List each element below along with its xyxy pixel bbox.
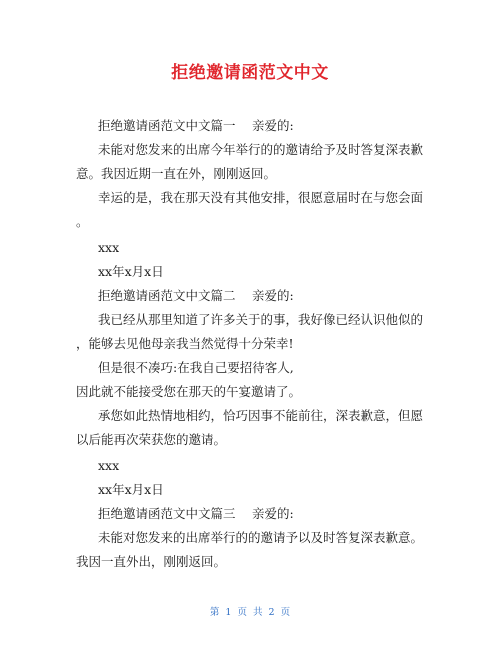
text-line: 拒绝邀请函范文中文篇三 亲爱的: <box>98 506 294 521</box>
text-line: 但是很不凑巧:在我自己要招待客人, <box>98 360 294 375</box>
page-indicator: 第 1 页 共 2 页 <box>209 607 291 618</box>
text-line: 我因一直外出，刚刚返回。 <box>76 554 227 569</box>
text-line: ，能够去见他母亲我当然觉得十分荣幸! <box>76 336 294 351</box>
text-line: 幸运的是，我在那天没有其他安排，很愿意届时在与您会面 <box>98 190 424 205</box>
text-line: 承您如此热情地相约，恰巧因事不能前往，深表歉意，但愿 <box>98 408 424 423</box>
signature-date: xx年x月x日 <box>98 482 164 497</box>
text-line: 因此就不能接受您在那天的午宴邀请了。 <box>76 384 302 399</box>
text-line: 未能对您发来的出席举行的的邀请予以及时答复深表歉意。 <box>98 530 424 545</box>
text-line: 以后能再次荣获您的邀请。 <box>76 432 227 447</box>
document-title: 拒绝邀请函范文中文 <box>171 63 329 83</box>
signature-date: xx年x月x日 <box>98 264 164 279</box>
text-line: 意。我因近期一直在外，刚刚返回。 <box>76 166 277 181</box>
text-line: 拒绝邀请函范文中文篇一 亲爱的: <box>98 118 294 133</box>
text-line: 拒绝邀请函范文中文篇二 亲爱的: <box>98 288 294 303</box>
text-line: 未能对您发来的出席今年举行的的邀请给予及时答复深表歉 <box>98 142 424 157</box>
text-line: 我已经从那里知道了许多关于的事，我好像已经认识他似的 <box>98 312 424 327</box>
signature-name: xxx <box>98 458 120 473</box>
signature-name: xxx <box>98 240 120 255</box>
text-line: 。 <box>76 214 89 229</box>
